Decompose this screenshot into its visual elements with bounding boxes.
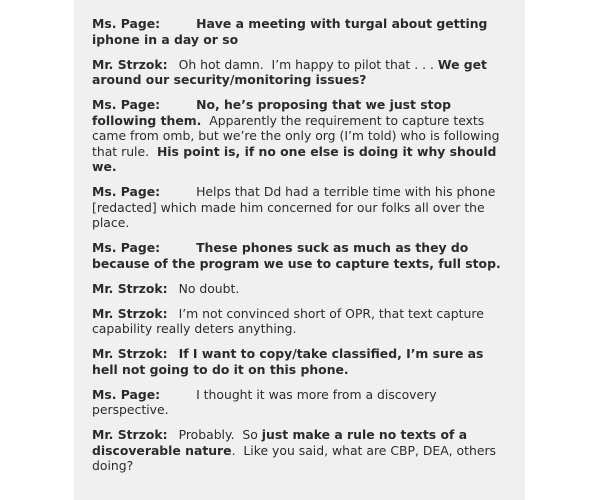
speaker-label: Ms. Page: [92, 386, 161, 402]
emphasized-message-text: just make a rule no texts of a discoverable nature [92, 427, 472, 458]
message-text: No doubt. [178, 280, 240, 296]
speaker-label: Ms. Page: [92, 184, 161, 199]
speaker-label: Mr. Strzok: [92, 305, 168, 321]
message-text: Probably. So [178, 427, 262, 442]
message-text: Apparently the requirement to capture texts came from omb, but we’re the only org (I’m told) who is following that rule. [92, 112, 504, 159]
transcript-entry [92, 16, 512, 47]
speaker-label: Ms. Page: [92, 97, 161, 112]
transcript-entry [92, 57, 512, 88]
transcript-entry [92, 240, 512, 271]
transcript-entry [92, 346, 512, 377]
message-text: . Like you said, what are CBP, DEA, others doing? [92, 442, 500, 473]
transcript-entry [92, 97, 512, 175]
emphasized-message-text: His point is, if no one else is doing it why should we. [92, 143, 501, 174]
emphasized-message-text: No, he’s proposing that we just stop following them. [92, 97, 456, 128]
speaker-label: Mr. Strzok: [92, 280, 168, 296]
speaker-label: Ms. Page: [92, 240, 161, 255]
speaker-label: Ms. Page: [92, 16, 161, 31]
transcript-entry [92, 427, 512, 474]
emphasized-message-text: These phones suck as much as they do because of the program we use to capture texts, full stop. [92, 240, 501, 271]
emphasized-message-text: If I want to copy/take classified, I’m sure as hell not going to do it on this phone. [92, 346, 488, 377]
emphasized-message-text: Have a meeting with turgal about getting iphone in a day or so [92, 16, 492, 47]
transcript-entry [92, 387, 512, 418]
message-text: I thought it was more from a discovery perspective. [92, 386, 441, 417]
speaker-label: Mr. Strzok: [92, 346, 168, 361]
message-text: Helps that Dd had a terrible time with his phone [redacted] which made him concerned for our folks all over the place. [92, 184, 500, 230]
speaker-label: Mr. Strzok: [92, 427, 168, 442]
emphasized-message-text: We get around our security/monitoring issues? [92, 56, 492, 87]
message-text: I’m not convinced short of OPR, that text capture capability really deters anything. [92, 305, 488, 336]
speaker-label: Mr. Strzok: [92, 56, 168, 72]
transcript-entry [92, 184, 512, 231]
transcript-entry [92, 281, 512, 297]
transcript [92, 16, 512, 483]
message-text: Oh hot damn. I’m happy to pilot that . . . [178, 56, 438, 72]
transcript-entry [92, 306, 512, 337]
